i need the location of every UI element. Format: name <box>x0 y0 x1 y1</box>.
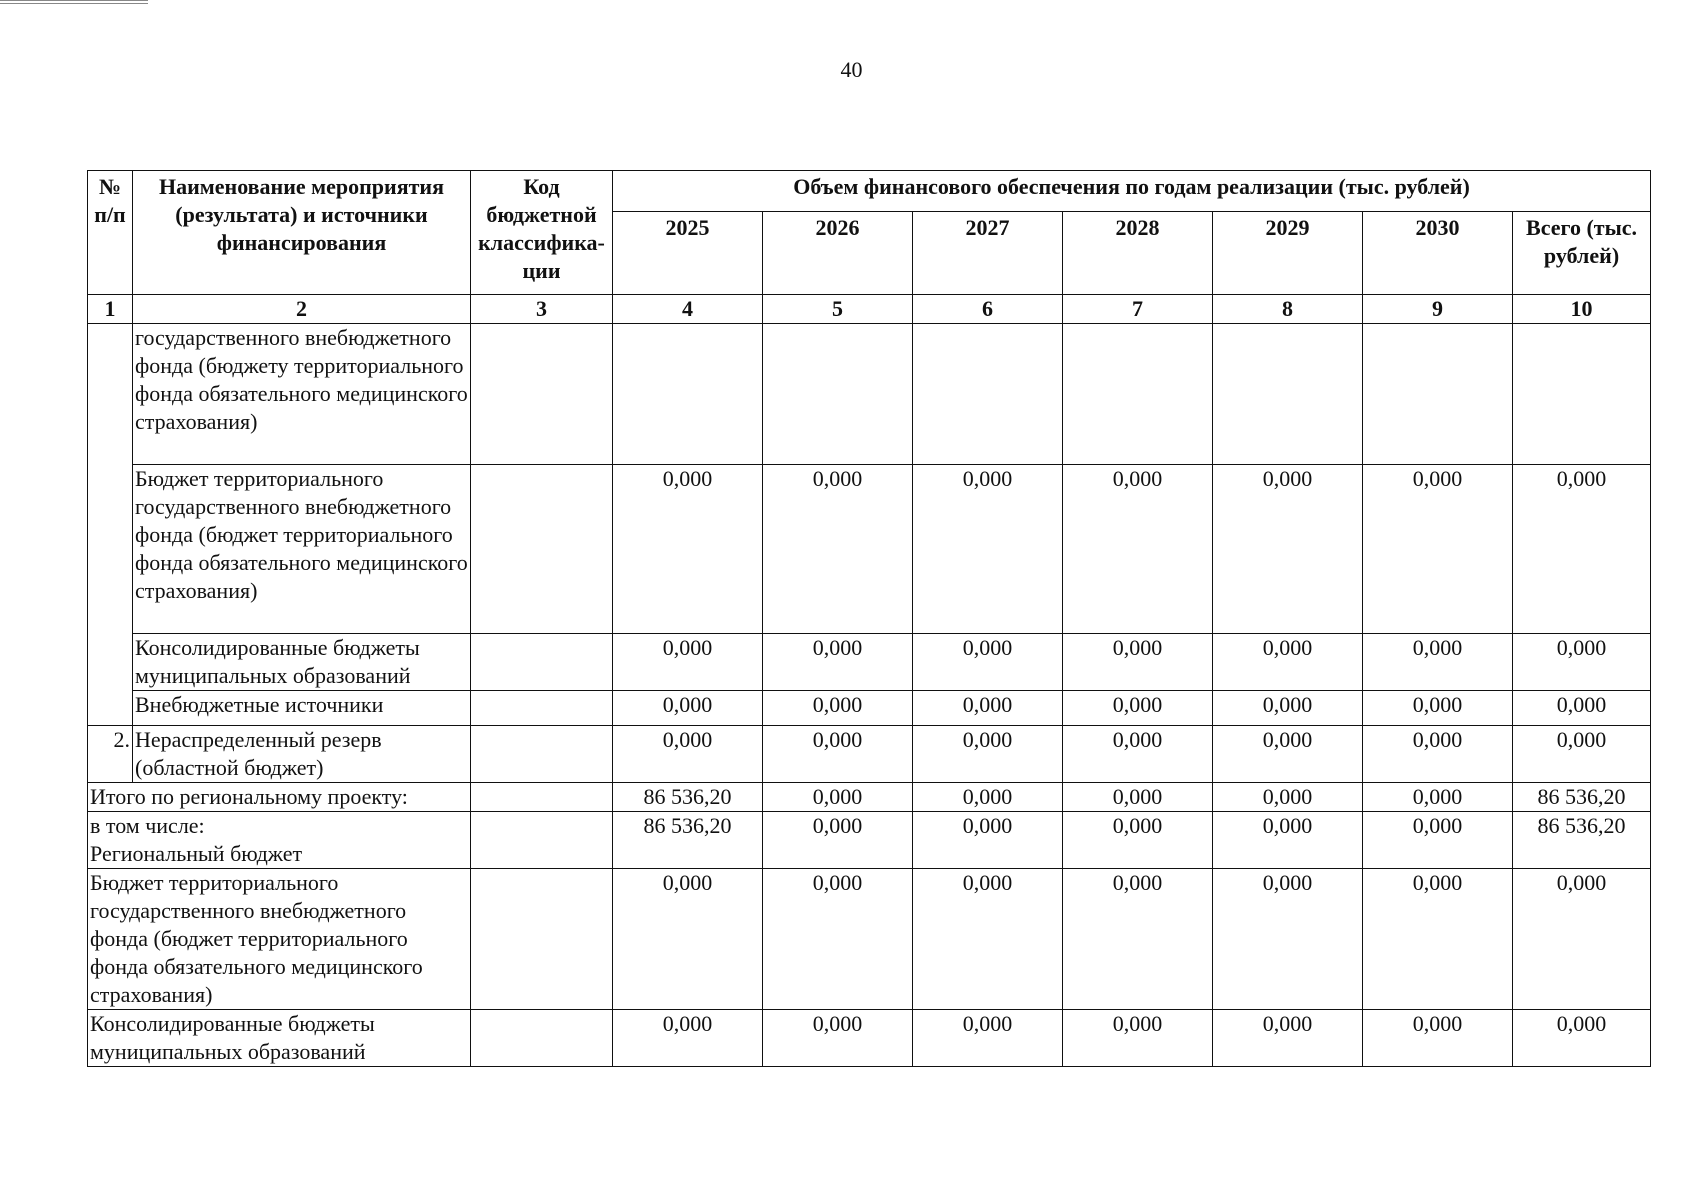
column-number: 1 <box>88 295 133 324</box>
table-row <box>88 726 1651 783</box>
value-cell: 86 536,20 <box>1513 783 1651 812</box>
value-cell: 0,000 <box>1363 465 1513 634</box>
header-year-2025: 2025 <box>613 212 763 295</box>
column-number: 7 <box>1063 295 1213 324</box>
header-volume: Объем финансового обеспечения по годам реализации (тыс. рублей) <box>613 171 1651 212</box>
value-cell: 0,000 <box>913 869 1063 1010</box>
value-cell: 0,000 <box>613 465 763 634</box>
row-name: Нераспределенный резерв (областной бюджет) <box>133 726 471 783</box>
header-year-2026: 2026 <box>763 212 913 295</box>
value-cell: 0,000 <box>1213 812 1363 869</box>
value-cell: 0,000 <box>1213 1010 1363 1067</box>
value-cell: 0,000 <box>1213 726 1363 783</box>
summary-row <box>88 869 1651 1010</box>
row-num-cell: 2. <box>88 726 133 783</box>
summary-row <box>88 1010 1651 1067</box>
summary-row <box>88 783 1651 812</box>
value-cell: 0,000 <box>1063 465 1213 634</box>
value-cell: 0,000 <box>1063 1010 1213 1067</box>
summary-code <box>471 812 613 869</box>
top-rule <box>0 0 148 4</box>
value-cell: 0,000 <box>1213 691 1363 726</box>
value-cell <box>1363 324 1513 465</box>
header-row-1 <box>88 171 1651 212</box>
summary-code <box>471 783 613 812</box>
value-cell: 0,000 <box>763 1010 913 1067</box>
value-cell: 0,000 <box>1513 634 1651 691</box>
value-cell: 0,000 <box>613 726 763 783</box>
value-cell: 0,000 <box>1363 783 1513 812</box>
row-num-cell <box>88 324 133 726</box>
summary-name: Бюджет территориального государственного внебюджетного фонда (бюджет территориального фонда обязательного медицинского страхования) <box>88 869 471 1010</box>
financing-table <box>87 170 1651 1067</box>
value-cell <box>613 324 763 465</box>
value-cell: 0,000 <box>913 465 1063 634</box>
table-row <box>88 634 1651 691</box>
value-cell: 0,000 <box>1213 634 1363 691</box>
header-year-2029: 2029 <box>1213 212 1363 295</box>
value-cell: 0,000 <box>763 726 913 783</box>
value-cell: 0,000 <box>913 812 1063 869</box>
header-code: Код бюджетной классифика-ции <box>471 171 613 295</box>
value-cell: 0,000 <box>913 634 1063 691</box>
value-cell: 0,000 <box>763 465 913 634</box>
value-cell: 0,000 <box>1513 726 1651 783</box>
value-cell: 0,000 <box>1513 869 1651 1010</box>
value-cell <box>1513 324 1651 465</box>
value-cell: 0,000 <box>1063 783 1213 812</box>
page-number: 40 <box>840 57 863 82</box>
value-cell: 0,000 <box>913 726 1063 783</box>
value-cell: 0,000 <box>1063 812 1213 869</box>
value-cell: 0,000 <box>613 869 763 1010</box>
value-cell: 0,000 <box>1513 465 1651 634</box>
value-cell: 0,000 <box>613 1010 763 1067</box>
row-name: Внебюджетные источники <box>133 691 471 726</box>
header-name: Наименование мероприятия (результата) и источники финансирования <box>133 171 471 295</box>
row-code <box>471 465 613 634</box>
value-cell: 0,000 <box>613 691 763 726</box>
value-cell: 0,000 <box>1513 691 1651 726</box>
value-cell: 0,000 <box>763 634 913 691</box>
column-number: 5 <box>763 295 913 324</box>
value-cell: 86 536,20 <box>613 812 763 869</box>
value-cell: 0,000 <box>1063 726 1213 783</box>
value-cell: 0,000 <box>1063 869 1213 1010</box>
value-cell: 0,000 <box>763 869 913 1010</box>
value-cell <box>1213 324 1363 465</box>
value-cell: 0,000 <box>1363 812 1513 869</box>
summary-name-line: Региональный бюджет <box>90 841 303 866</box>
value-cell: 86 536,20 <box>1513 812 1651 869</box>
row-name: Консолидированные бюджеты муниципальных образований <box>133 634 471 691</box>
table-row <box>88 691 1651 726</box>
value-cell: 0,000 <box>1513 1010 1651 1067</box>
summary-code <box>471 869 613 1010</box>
header-num: № п/п <box>88 171 133 295</box>
value-cell: 0,000 <box>1213 465 1363 634</box>
header-total: Всего (тыс. рублей) <box>1513 212 1651 295</box>
header-year-2027: 2027 <box>913 212 1063 295</box>
column-number: 8 <box>1213 295 1363 324</box>
value-cell: 0,000 <box>763 812 913 869</box>
value-cell: 0,000 <box>763 783 913 812</box>
summary-name <box>88 812 471 869</box>
value-cell: 0,000 <box>1363 634 1513 691</box>
table-row <box>88 465 1651 634</box>
column-number: 2 <box>133 295 471 324</box>
value-cell: 0,000 <box>913 691 1063 726</box>
column-number: 3 <box>471 295 613 324</box>
value-cell: 0,000 <box>1363 726 1513 783</box>
value-cell <box>763 324 913 465</box>
table-row <box>88 324 1651 465</box>
value-cell: 0,000 <box>1063 691 1213 726</box>
header-year-2028: 2028 <box>1063 212 1213 295</box>
value-cell <box>1063 324 1213 465</box>
value-cell: 86 536,20 <box>613 783 763 812</box>
header-year-2030: 2030 <box>1363 212 1513 295</box>
column-number: 9 <box>1363 295 1513 324</box>
summary-row <box>88 812 1651 869</box>
value-cell: 0,000 <box>1213 783 1363 812</box>
summary-name: Итого по региональному проекту: <box>88 783 471 812</box>
value-cell: 0,000 <box>763 691 913 726</box>
value-cell: 0,000 <box>1363 691 1513 726</box>
row-code <box>471 324 613 465</box>
column-number: 4 <box>613 295 763 324</box>
value-cell: 0,000 <box>1363 1010 1513 1067</box>
row-name: государственного внебюджетного фонда (бюджету территориального фонда обязательного медицинского страхования) <box>133 324 471 465</box>
row-code <box>471 691 613 726</box>
value-cell: 0,000 <box>1363 869 1513 1010</box>
column-number: 10 <box>1513 295 1651 324</box>
row-code <box>471 634 613 691</box>
summary-name-line: в том числе: <box>90 813 205 838</box>
column-number-row <box>88 295 1651 324</box>
value-cell <box>913 324 1063 465</box>
summary-code <box>471 1010 613 1067</box>
value-cell: 0,000 <box>1063 634 1213 691</box>
value-cell: 0,000 <box>1213 869 1363 1010</box>
row-code <box>471 726 613 783</box>
summary-name: Консолидированные бюджеты муниципальных образований <box>88 1010 471 1067</box>
value-cell: 0,000 <box>913 783 1063 812</box>
column-number: 6 <box>913 295 1063 324</box>
row-name: Бюджет территориального государственного внебюджетного фонда (бюджет территориального фонда обязательного медицинского страхования) <box>133 465 471 634</box>
value-cell: 0,000 <box>913 1010 1063 1067</box>
value-cell: 0,000 <box>613 634 763 691</box>
